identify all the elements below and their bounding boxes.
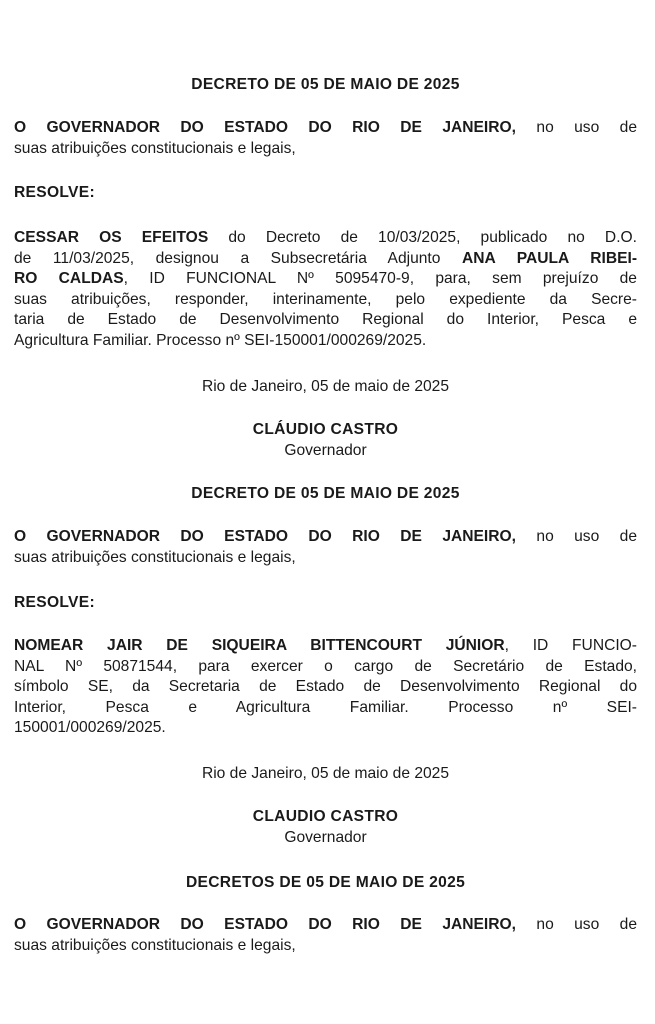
- body-text: , ID FUNCIO-: [504, 637, 637, 654]
- decree-2-place-date: Rio de Janeiro, 05 de maio de 2025: [201, 765, 450, 782]
- body-text: , ID FUNCIONAL Nº 5095470-9, para, sem prejuízo de: [123, 270, 637, 287]
- preamble-line-2: suas atribuições constitucionais e legais,: [14, 936, 296, 954]
- preamble-bold: O GOVERNADOR DO ESTADO DO RIO DE JANEIRO,: [14, 528, 516, 545]
- decree-1-signer-role: Governador: [284, 442, 367, 459]
- body-line-1: [14, 636, 637, 657]
- body-line-4: Interior, Pesca e Agricultura Familiar. Processo nº SEI-: [14, 698, 637, 716]
- body-bold-action: CESSAR OS EFEITOS: [14, 229, 209, 246]
- preamble-line-1: [14, 118, 637, 139]
- decree-1-title: DECRETO DE 05 DE MAIO DE 2025: [191, 76, 460, 93]
- body-line-5: 150001/000269/2025.: [14, 719, 166, 736]
- decree-3-preamble: [14, 915, 637, 956]
- decree-2-title: DECRETO DE 05 DE MAIO DE 2025: [191, 485, 460, 502]
- decree-3-title: DECRETOS DE 05 DE MAIO DE 2025: [185, 874, 466, 891]
- body-text: do Decreto de 10/03/2025, publicado no D.O.: [228, 229, 637, 246]
- body-bold-name: ANA PAULA RIBEI-: [461, 249, 638, 267]
- preamble-line-1: [14, 915, 637, 936]
- decree-1-resolve: RESOLVE:: [14, 184, 95, 201]
- preamble-text: no uso de: [536, 528, 637, 545]
- decree-1-place-date: Rio de Janeiro, 05 de maio de 2025: [201, 378, 450, 395]
- decree-1-signer: CLÁUDIO CASTRO: [252, 421, 399, 438]
- body-line-1: [14, 228, 637, 249]
- body-text: de 11/03/2025, designou a Subsecretária Adjunto: [14, 249, 441, 267]
- body-bold-name: RO CALDAS: [14, 270, 124, 287]
- decree-2-signer-role: Governador: [284, 829, 367, 846]
- decree-2-resolve: RESOLVE:: [14, 594, 95, 611]
- preamble-text: no uso de: [536, 916, 637, 933]
- decree-2-body: [14, 636, 637, 739]
- body-line-6: Agricultura Familiar. Processo nº SEI-150001/000269/2025.: [14, 331, 427, 349]
- preamble-line-1: [14, 527, 637, 548]
- preamble-bold: O GOVERNADOR DO ESTADO DO RIO DE JANEIRO,: [14, 916, 516, 933]
- body-line-3: símbolo SE, da Secretaria de Estado de Desenvolvimento Regional do: [14, 678, 637, 695]
- body-line-2: NAL Nº 50871544, para exercer o cargo de Secretário de Estado,: [14, 657, 637, 675]
- decree-2-preamble: [14, 527, 637, 568]
- body-line-5: taria de Estado de Desenvolvimento Regional do Interior, Pesca e: [14, 311, 637, 328]
- body-line-2: [14, 249, 637, 270]
- body-line-4: suas atribuições, responder, interinamente, pelo expediente da Secre-: [14, 290, 637, 308]
- preamble-line-2: suas atribuições constitucionais e legais,: [14, 139, 296, 157]
- body-bold-action: NOMEAR JAIR DE SIQUEIRA BITTENCOURT JÚNIOR: [14, 637, 505, 654]
- decree-2-signer: CLAUDIO CASTRO: [252, 808, 399, 825]
- body-line-3: [14, 269, 637, 290]
- decree-1-body: [14, 228, 637, 351]
- preamble-text: no uso de: [536, 119, 637, 136]
- preamble-line-2: suas atribuições constitucionais e legais,: [14, 548, 296, 566]
- preamble-bold: O GOVERNADOR DO ESTADO DO RIO DE JANEIRO,: [14, 119, 516, 136]
- decree-1-preamble: [14, 118, 637, 159]
